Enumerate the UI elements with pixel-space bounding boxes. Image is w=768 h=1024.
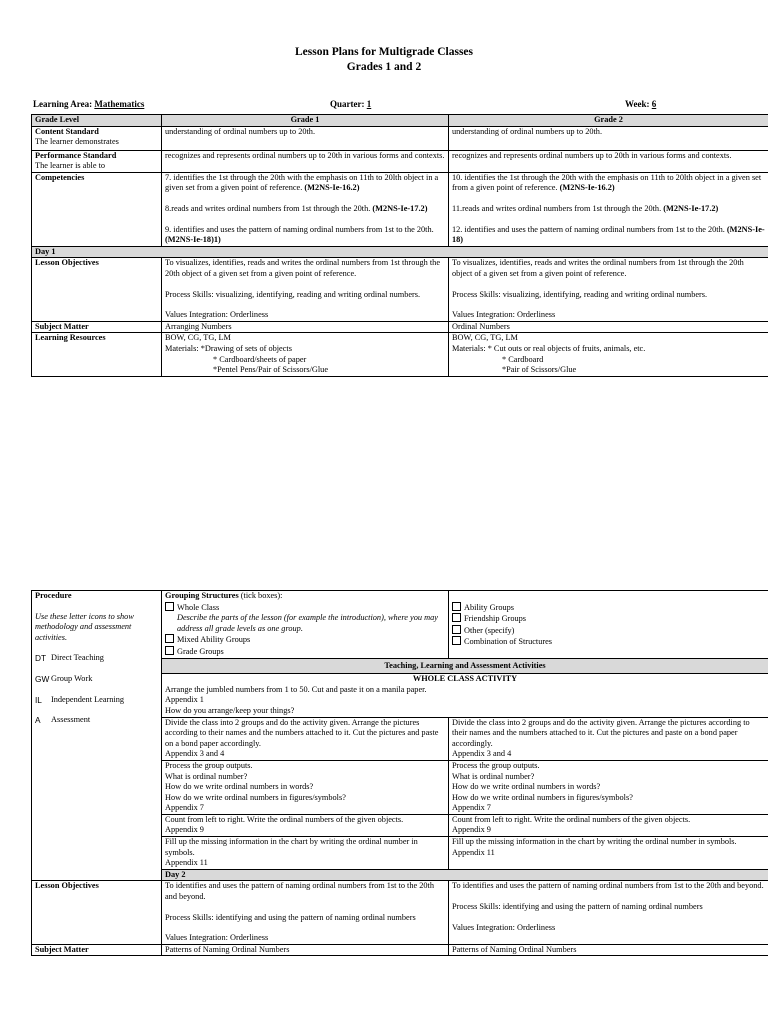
- grade2-header: Grade 2: [449, 115, 768, 127]
- week-label: Week:: [625, 99, 650, 109]
- learning-area: [33, 99, 144, 109]
- quarter-label: Quarter:: [330, 99, 365, 109]
- count-g2: Count from left to right. Write the ordinal numbers of the given objects. Appendix 9: [449, 814, 768, 836]
- subject-matter-row: [32, 321, 768, 333]
- checkbox-icon[interactable]: [452, 636, 461, 645]
- document-subtitle: Grades 1 and 2: [346, 61, 422, 73]
- grouping-row: [32, 591, 768, 659]
- table-header-row: [32, 115, 768, 127]
- content-standard-g1: understanding of ordinal numbers up to 20th.: [162, 126, 449, 150]
- document-title: Lesson Plans for Multigrade Classes: [294, 46, 474, 58]
- day2-lesson-objectives-g2: To identifies and uses the pattern of naming ordinal numbers from 1st to the 20th and beyond. Process Skills: identifying and using the pattern of naming ordinal numbers Values Integration: Orderliness: [449, 881, 768, 944]
- legend-item-a: A Assessment: [35, 715, 91, 726]
- subject-matter-label: Subject Matter: [32, 321, 162, 333]
- grade1-header: Grade 1: [162, 115, 449, 127]
- procedure-note: Use these letter icons to show methodology and assessment activities.: [35, 611, 134, 642]
- grouping-left: Grouping Structures (tick boxes): Whole Class Describe the parts of the lesson (for example the introduction), where you may address all grade levels as one group. Mixed Ability Groups Grade Groups: [162, 591, 449, 659]
- subject-matter-g2: Ordinal Numbers: [449, 321, 768, 333]
- lesson-objectives-g2: To visualizes, identifies, reads and writes the ordinal numbers from 1st through the 20th object of a given set from a given point of reference. Process Skills: visualizing, identifying, reading and writing ordinal numbers. Values Integration: Orderliness: [449, 258, 768, 321]
- day2-subject-matter-label: Subject Matter: [32, 944, 162, 956]
- fill-up-g1: Fill up the missing information in the chart by writing the ordinal number in symbols. Appendix 11: [162, 837, 449, 870]
- checkbox-combination[interactable]: Combination of Structures: [452, 636, 765, 648]
- day2-label: Day 2: [162, 869, 768, 881]
- grouping-title: Grouping Structures: [165, 591, 239, 600]
- lesson-objectives-g1: To visualizes, identifies, reads and writes the ordinal numbers from 1st through the 20th object of a given set from a given point of reference. Process Skills: visualizing, identifying, reading and writing ordinal numbers. Values Integration: Orderliness: [162, 258, 449, 321]
- content-standard-g2: understanding of ordinal numbers up to 20th.: [449, 126, 768, 150]
- performance-standard-label: Performance Standard The learner is able to: [32, 150, 162, 172]
- lesson-objectives-row: [32, 258, 768, 321]
- legend: [35, 653, 158, 725]
- tla-heading: Teaching, Learning and Assessment Activities: [162, 658, 768, 674]
- performance-standard-row: [32, 150, 768, 172]
- procedure-label: Procedure: [35, 591, 72, 600]
- checkbox-icon[interactable]: [165, 646, 174, 655]
- competencies-g2: 10. identifies the 1st through the 20th with the emphasis on 11th to 20lth object in a given set from a given point of reference. (M2NS-Ie-16.2) 11.reads and writes ordinal numbers from 1st through the 20th. (M2NS-Ie-17.2) 12. identifies and uses the pattern of naming ordinal numbers from 1st to the 20th. (M2NS-Ie-18): [449, 172, 768, 246]
- legend-item-dt: DT Direct Teaching: [35, 653, 104, 664]
- learning-resources-g2: BOW, CG, TG, LM Materials: * Cut outs or real objects of fruits, animals, etc. * Cardboard *Pair of Scissors/Glue: [449, 333, 768, 376]
- whole-class-activity-title: WHOLE CLASS ACTIVITY: [412, 674, 518, 684]
- day1-label: Day 1: [32, 246, 768, 258]
- checkbox-whole-class[interactable]: Whole Class: [165, 602, 445, 614]
- checkbox-icon[interactable]: [452, 602, 461, 611]
- competencies-label: Competencies: [32, 172, 162, 246]
- grade-level-header: Grade Level: [32, 115, 162, 127]
- checkbox-other[interactable]: Other (specify): [452, 625, 765, 637]
- fill-up-g2: Fill up the missing information in the chart by writing the ordinal number in symbols. Appendix 11: [449, 837, 768, 870]
- competencies-row: [32, 172, 768, 246]
- quarter: [330, 99, 371, 109]
- content-standard-label: Content Standard The learner demonstrates: [32, 126, 162, 150]
- week: [625, 99, 656, 109]
- performance-standard-g1: recognizes and represents ordinal numbers up to 20th in various forms and contexts.: [162, 150, 449, 172]
- group-activity-g2: Divide the class into 2 groups and do the activity given. Arrange the pictures according to their names and the numbers attached to it. Cut the pictures and paste on a bond paper accordingly. Appendix 3 and 4: [449, 717, 768, 760]
- count-g1: Count from left to right. Write the ordinal numbers of the given objects. Appendix 9: [162, 814, 449, 836]
- whole-class-activity: WHOLE CLASS ACTIVITY Arrange the jumbled numbers from 1 to 50. Cut and paste it on a manila paper. Appendix 1 How do you arrange/keep your things?: [162, 674, 768, 717]
- checkbox-ability-groups[interactable]: Ability Groups: [452, 602, 765, 614]
- checkbox-icon[interactable]: [452, 613, 461, 622]
- subject-matter-g1: Arranging Numbers: [162, 321, 449, 333]
- checkbox-icon[interactable]: [165, 602, 174, 611]
- learning-resources-g1: BOW, CG, TG, LM Materials: *Drawing of sets of objects * Cardboard/sheets of paper *Pentel Pens/Pair of Scissors/Glue: [162, 333, 449, 376]
- procedure-cell: [32, 591, 162, 881]
- legend-item-il: IL Independent Learning: [35, 694, 125, 705]
- day2-lesson-objectives-label: Lesson Objectives: [32, 881, 162, 944]
- learning-area-value: Mathematics: [94, 99, 145, 109]
- performance-standard-g2: recognizes and represents ordinal numbers up to 20th in various forms and contexts.: [449, 150, 768, 172]
- week-value: 6: [651, 99, 657, 109]
- lesson-objectives-label: Lesson Objectives: [32, 258, 162, 321]
- quarter-value: 1: [366, 99, 372, 109]
- learning-resources-label: Learning Resources: [32, 333, 162, 376]
- day2-lesson-objectives-g1: To identifies and uses the pattern of naming ordinal numbers from 1st to the 20th and beyond. Process Skills: identifying and using the pattern of naming ordinal numbers Values Integration: Orderliness: [162, 881, 449, 944]
- checkbox-friendship-groups[interactable]: Friendship Groups: [452, 613, 765, 625]
- checkbox-mixed-ability[interactable]: Mixed Ability Groups: [165, 634, 445, 646]
- competencies-g1: 7. identifies the 1st through the 20th with the emphasis on 11th to 20lth object in a given set from a given point of reference. (M2NS-Ie-16.2) 8.reads and writes ordinal numbers from 1st through the 20th. (M2NS-Ie-17.2) 9. identifies and uses the pattern of naming ordinal numbers from 1st to the 20th. (M2NS-Ie-18)1): [162, 172, 449, 246]
- checkbox-icon[interactable]: [452, 625, 461, 634]
- group-activity-g1: Divide the class into 2 groups and do the activity given. Arrange the pictures according to their names and the numbers attached to it. Cut the pictures and paste on a bond paper accordingly. Appendix 3 and 4: [162, 717, 449, 760]
- learning-resources-row: [32, 333, 768, 376]
- lesson-plan-table-1: [31, 114, 768, 377]
- lesson-plan-table-2: [31, 590, 768, 956]
- learning-area-label: Learning Area:: [33, 99, 93, 109]
- checkbox-icon[interactable]: [165, 634, 174, 643]
- process-outputs-g2: Process the group outputs. What is ordinal number? How do we write ordinal numbers in words? How do we write ordinal numbers in figures/symbols? Appendix 7: [449, 760, 768, 814]
- day2-lesson-objectives-row: [32, 881, 768, 944]
- checkbox-grade-groups[interactable]: Grade Groups: [165, 646, 445, 658]
- process-outputs-g1: Process the group outputs. What is ordinal number? How do we write ordinal numbers in words? How do we write ordinal numbers in figures/symbols? Appendix 7: [162, 760, 449, 814]
- grouping-right: [449, 591, 768, 659]
- legend-item-gw: GW Group Work: [35, 673, 93, 684]
- day2-subject-matter-g2: Patterns of Naming Ordinal Numbers: [449, 944, 768, 956]
- day2-subject-matter-row: [32, 944, 768, 956]
- day1-row: [32, 246, 768, 258]
- content-standard-row: [32, 126, 768, 150]
- day2-subject-matter-g1: Patterns of Naming Ordinal Numbers: [162, 944, 449, 956]
